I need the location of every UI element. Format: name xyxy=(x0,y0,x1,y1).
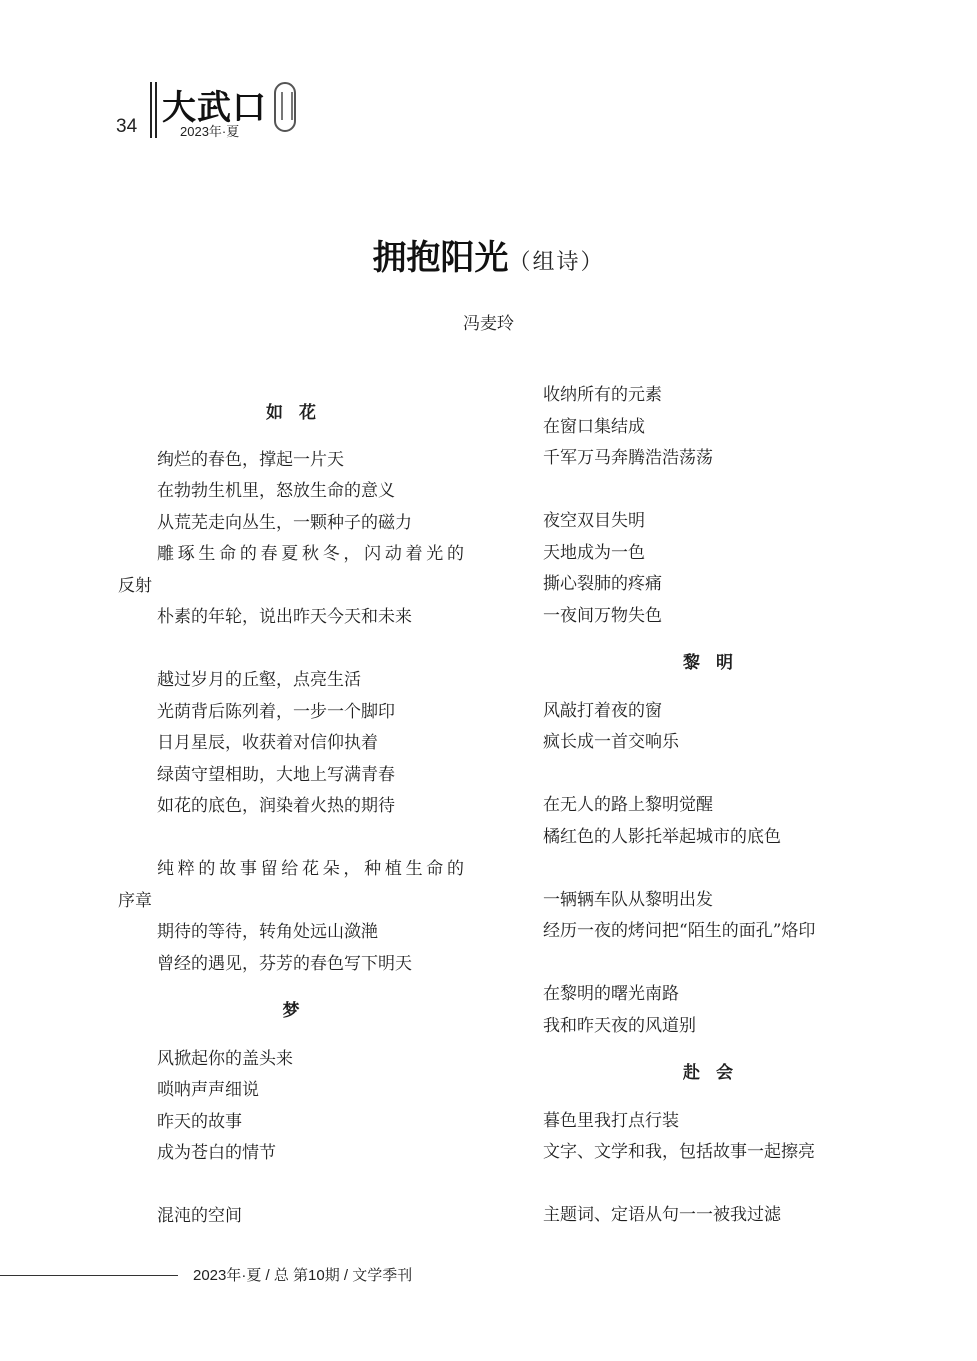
poem-line: 收纳所有的元素 xyxy=(543,385,662,405)
poem-line: 我和昨天夜的风道别 xyxy=(543,1015,696,1036)
poem-line: 光荫背后陈列着，一步一个脚印 xyxy=(157,701,395,722)
page-number: 34 xyxy=(116,116,138,137)
poem-heading: 赴会 xyxy=(683,1063,749,1083)
author-name: 冯麦玲 xyxy=(463,314,514,334)
poem-line: 成为苍白的情节 xyxy=(157,1143,276,1163)
poem-line: 天地成为一色 xyxy=(543,542,645,563)
poem-line: 在勃勃生机里，怒放生命的意义 xyxy=(157,481,395,501)
poem-line: 在窗口集结成 xyxy=(543,416,645,437)
title-subtitle: （组诗） xyxy=(508,250,605,275)
poem-line: 纯粹的故事留给花朵，种植生命的 xyxy=(157,859,464,879)
header-rule xyxy=(150,82,152,138)
poem-line: 风掀起你的盖头来 xyxy=(157,1048,293,1069)
poem-line: 期待的等待，转角处远山潋滟 xyxy=(157,922,378,942)
poem-line: 经历一夜的烤问把“陌生的面孔”烙印 xyxy=(543,921,816,941)
poem-line: 混沌的空间 xyxy=(157,1206,242,1226)
poem-line: 一夜间万物失色 xyxy=(543,605,662,626)
poem-line: 反射 xyxy=(118,575,152,596)
header-rule xyxy=(155,82,157,138)
poem-line: 暮色里我打点行装 xyxy=(543,1110,679,1131)
poem-line: 朴素的年轮，说出昨天今天和未来 xyxy=(157,607,412,627)
poem-line: 雕琢生命的春夏秋冬，闪动着光的 xyxy=(157,544,464,564)
footer-rule xyxy=(0,1275,178,1276)
poem-line: 越过岁月的丘壑，点亮生活 xyxy=(157,670,361,690)
poem-line: 在黎明的曙光南路 xyxy=(543,984,679,1004)
seal-icon xyxy=(274,82,296,132)
poem-line: 昨天的故事 xyxy=(157,1111,242,1132)
poem-line: 从荒芜走向丛生，一颗种子的磁力 xyxy=(157,512,412,533)
poem-line: 日月星辰，收获着对信仰执着 xyxy=(157,733,378,753)
magazine-logo: 大武口 xyxy=(162,88,267,128)
poem-line: 绚烂的春色，撑起一片天 xyxy=(157,449,344,470)
poem-line: 序章 xyxy=(118,890,152,911)
title-main: 拥抱阳光 xyxy=(372,238,509,278)
poem-line: 夜空双目失明 xyxy=(543,511,645,531)
poem-line: 撕心裂肺的疼痛 xyxy=(543,574,662,594)
poem-line: 疯长成一首交响乐 xyxy=(543,732,679,752)
left-column xyxy=(118,380,464,1233)
poem-line: 曾经的遇见，芬芳的春色写下明天 xyxy=(157,953,412,974)
poem-line: 一辆辆车队从黎明出发 xyxy=(543,889,713,910)
poem-heading: 黎明 xyxy=(683,653,749,673)
poem-heading: 如花 xyxy=(266,403,332,423)
article-title xyxy=(0,230,977,279)
poem-line: 唢呐声声细说 xyxy=(157,1080,259,1100)
poem-line: 绿茵守望相助，大地上写满青春 xyxy=(157,764,395,785)
poem-line: 主题词、定语从句一一被我过滤 xyxy=(543,1205,781,1225)
issue-date: 2023年·夏 xyxy=(180,124,240,139)
poem-line: 风敲打着夜的窗 xyxy=(543,700,662,721)
poem-line: 文字、文学和我，包括故事一起擦亮 xyxy=(543,1142,815,1162)
poem-heading: 梦 xyxy=(282,1001,316,1021)
right-column xyxy=(543,380,873,1232)
poem-line: 在无人的路上黎明觉醒 xyxy=(543,795,713,815)
poem-line: 如花的底色，润染着火热的期待 xyxy=(157,796,395,816)
poem-line: 千军万马奔腾浩浩荡荡 xyxy=(543,448,713,468)
footer-issue-info: 2023年·夏 / 总 第10期 / 文学季刊 xyxy=(193,1267,413,1284)
poem-line: 橘红色的人影托举起城市的底色 xyxy=(543,826,781,847)
